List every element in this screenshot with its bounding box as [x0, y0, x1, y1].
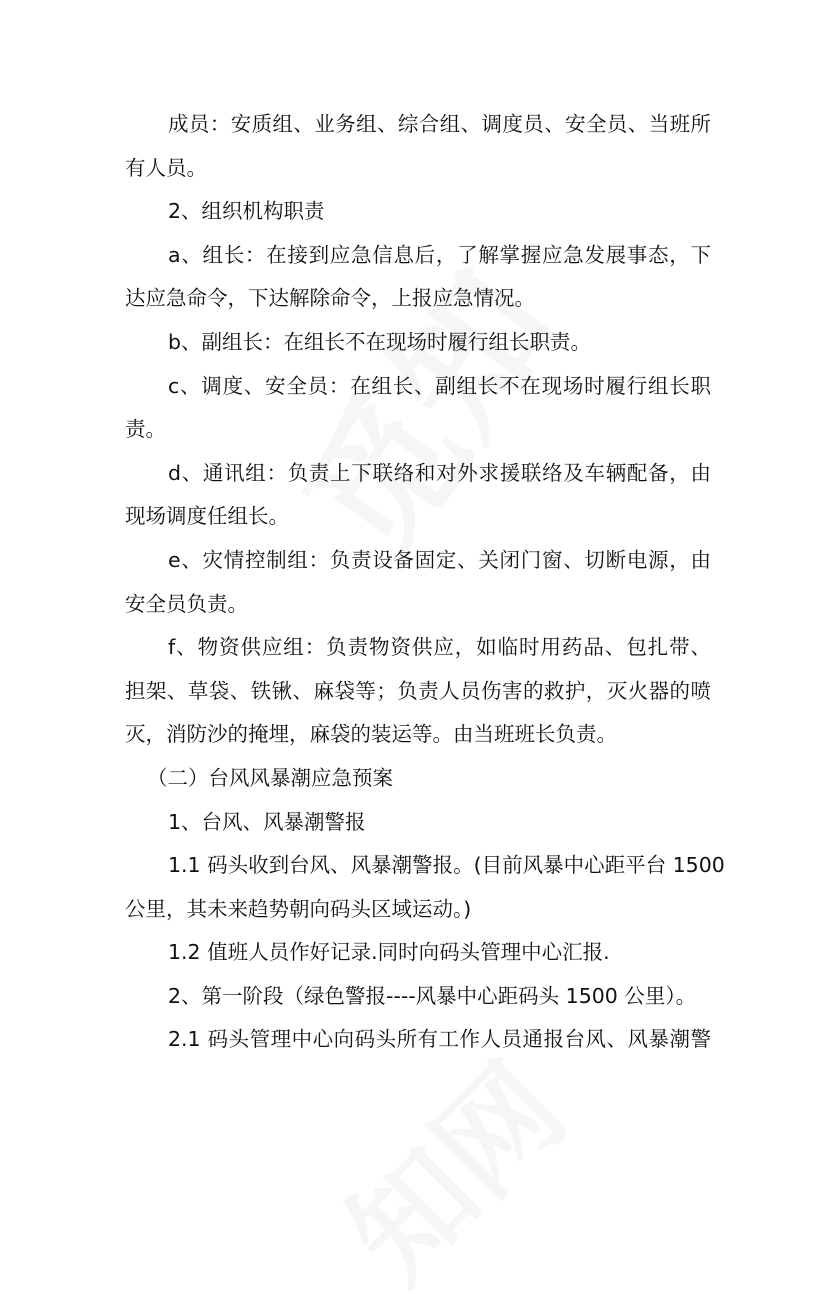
document-body	[125, 103, 725, 1062]
paragraph-1-2	[125, 931, 711, 975]
text-line: 现场调度任组长。	[125, 504, 289, 529]
paragraph-leader	[125, 234, 711, 321]
heading-typhoon-plan	[125, 757, 711, 801]
text-line: c、调度、安全员：在组长、副组长不在现场时履行组长职	[168, 373, 711, 398]
text-line: 1.2 值班人员作好记录.同时向码头管理中心汇报.	[168, 940, 610, 965]
text-line: 1.1 码头收到台风、风暴潮警报。(目前风暴中心距平台 1500	[168, 853, 725, 878]
text-line: 灭，消防沙的掩埋，麻袋的装运等。由当班班长负责。	[125, 722, 617, 747]
text-line: 担架、草袋、铁锹、麻袋等；负责人员伤害的救护，灭火器的喷	[125, 678, 711, 703]
text-line: 安全员负责。	[125, 591, 248, 616]
paragraph-deputy	[125, 321, 711, 365]
text-line: 2.1 码头管理中心向码头所有工作人员通报台风、风暴潮警	[168, 1027, 711, 1052]
text-line: 2、第一阶段（绿色警报----风暴中心距码头 1500 公里）。	[168, 983, 697, 1008]
paragraph-members	[125, 103, 711, 190]
paragraph-disaster-control	[125, 539, 711, 626]
heading-typhoon-alert	[125, 801, 711, 845]
text-line: a、组长：在接到应急信息后，了解掌握应急发展事态，下	[168, 242, 711, 267]
heading-stage-one	[125, 975, 711, 1019]
paragraph-2-1	[125, 1018, 711, 1062]
text-line: （二）台风风暴潮应急预案	[147, 765, 393, 790]
watermark	[304, 1020, 595, 1311]
text-line: 有人员。	[125, 155, 207, 180]
text-line: b、副组长：在组长不在现场时履行组长职责。	[168, 329, 592, 354]
paragraph-1-1	[125, 844, 725, 931]
text-line: 责。	[125, 417, 166, 442]
text-line: d、通讯组：负责上下联络和对外求援联络及车辆配备，由	[168, 460, 711, 485]
paragraph-comms	[125, 452, 711, 539]
heading-org-duties	[125, 190, 711, 234]
text-line: 达应急命令，下达解除命令，上报应急情况。	[125, 286, 535, 311]
text-line: e、灾情控制组：负责设备固定、关闭门窗、切断电源，由	[168, 547, 711, 572]
text-line: f、物资供应组：负责物资供应，如临时用药品、包扎带、	[168, 635, 711, 660]
paragraph-dispatch	[125, 365, 711, 452]
text-line: 成员：安质组、业务组、综合组、调度员、安全员、当班所	[168, 112, 711, 136]
text-line: 公里，其未来趋势朝向码头区域运动。)	[125, 896, 472, 921]
paragraph-supplies	[125, 626, 711, 757]
text-line: 1、台风、风暴潮警报	[168, 809, 366, 834]
text-line: 2、组织机构职责	[168, 199, 325, 224]
